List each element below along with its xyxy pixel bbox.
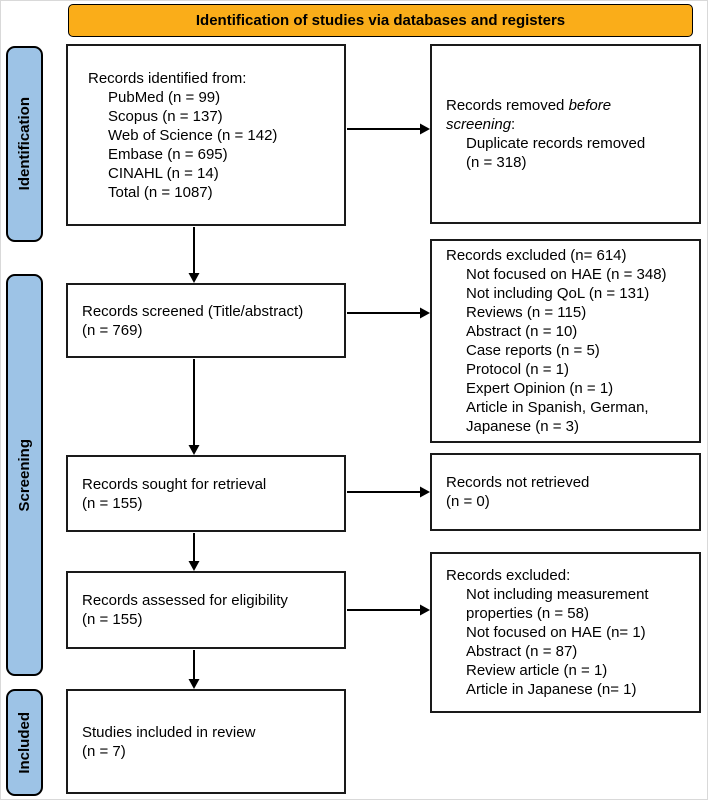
box-line: properties (n = 58) xyxy=(466,605,589,622)
box-line: Records assessed for eligibility xyxy=(82,592,288,609)
box-line: PubMed (n = 99) xyxy=(108,88,221,106)
box-line: (n = 769) xyxy=(82,321,143,339)
box-line: Article in Japanese (n= 1) xyxy=(466,681,637,698)
box-line: Not focused on HAE (n = 348) xyxy=(466,266,667,283)
box-line: Duplicate records removed xyxy=(466,135,646,152)
box-records-assessed xyxy=(66,571,346,649)
box-line: Abstract (n = 87) xyxy=(466,643,578,660)
box-line: Not focused on HAE (n= 1) xyxy=(466,624,646,641)
box-line: CINAHL (n = 14) xyxy=(108,164,219,182)
box-line: Records identified from: xyxy=(88,69,247,87)
stage-label-text: Identification xyxy=(16,97,33,191)
box-line: Reviews (n = 115) xyxy=(466,304,587,321)
banner-title: Identification of studies via databases and registers xyxy=(68,4,693,37)
stage-label-screening xyxy=(6,274,43,676)
box-line: Records excluded (n= 614) xyxy=(446,247,627,264)
box-line: Records screened (Title/abstract) xyxy=(82,302,304,320)
box-line: Case reports (n = 5) xyxy=(466,342,600,359)
box-line: Protocol (n = 1) xyxy=(466,361,569,378)
box-records-screened xyxy=(66,283,346,358)
box-line: (n = 7) xyxy=(82,742,126,760)
box-line: Article in Spanish, German, xyxy=(466,399,649,416)
stage-label-identification xyxy=(6,46,43,242)
box-line: Records excluded: xyxy=(446,567,571,584)
box-line: Not including measurement xyxy=(466,586,649,603)
box-line: Embase (n = 695) xyxy=(108,145,228,163)
box-records-excluded-eligibility xyxy=(430,552,701,713)
box-line: Expert Opinion (n = 1) xyxy=(466,380,614,397)
box-line: (n = 155) xyxy=(82,611,143,628)
box-line: Studies included in review xyxy=(82,723,256,741)
stage-label-text: Screening xyxy=(16,438,33,512)
box-records-removed-before-screening xyxy=(430,44,701,224)
box-line: Total (n = 1087) xyxy=(108,183,213,201)
box-line: (n = 0) xyxy=(446,493,490,510)
box-records-sought-for-retrieval xyxy=(66,455,346,532)
box-records-excluded-screening xyxy=(430,239,701,443)
box-line: Records not retrieved xyxy=(446,474,590,491)
box-line: Japanese (n = 3) xyxy=(466,418,579,435)
stage-label-text: Included xyxy=(16,711,33,774)
box-line: Abstract (n = 10) xyxy=(466,323,578,340)
stage-label-included xyxy=(6,689,43,796)
box-line: Scopus (n = 137) xyxy=(108,107,223,125)
box-records-identified xyxy=(66,44,346,226)
box-line: Review article (n = 1) xyxy=(466,662,608,679)
box-studies-included xyxy=(66,689,346,794)
box-line: Not including QoL (n = 131) xyxy=(466,285,650,302)
box-records-not-retrieved xyxy=(430,453,701,531)
box-line: screening: xyxy=(446,116,516,133)
box-line: (n = 318) xyxy=(466,154,527,171)
box-line: Records sought for retrieval xyxy=(82,475,267,493)
box-line: Web of Science (n = 142) xyxy=(108,126,278,144)
box-line: Records removed before xyxy=(446,97,612,114)
box-line: (n = 155) xyxy=(82,494,143,512)
